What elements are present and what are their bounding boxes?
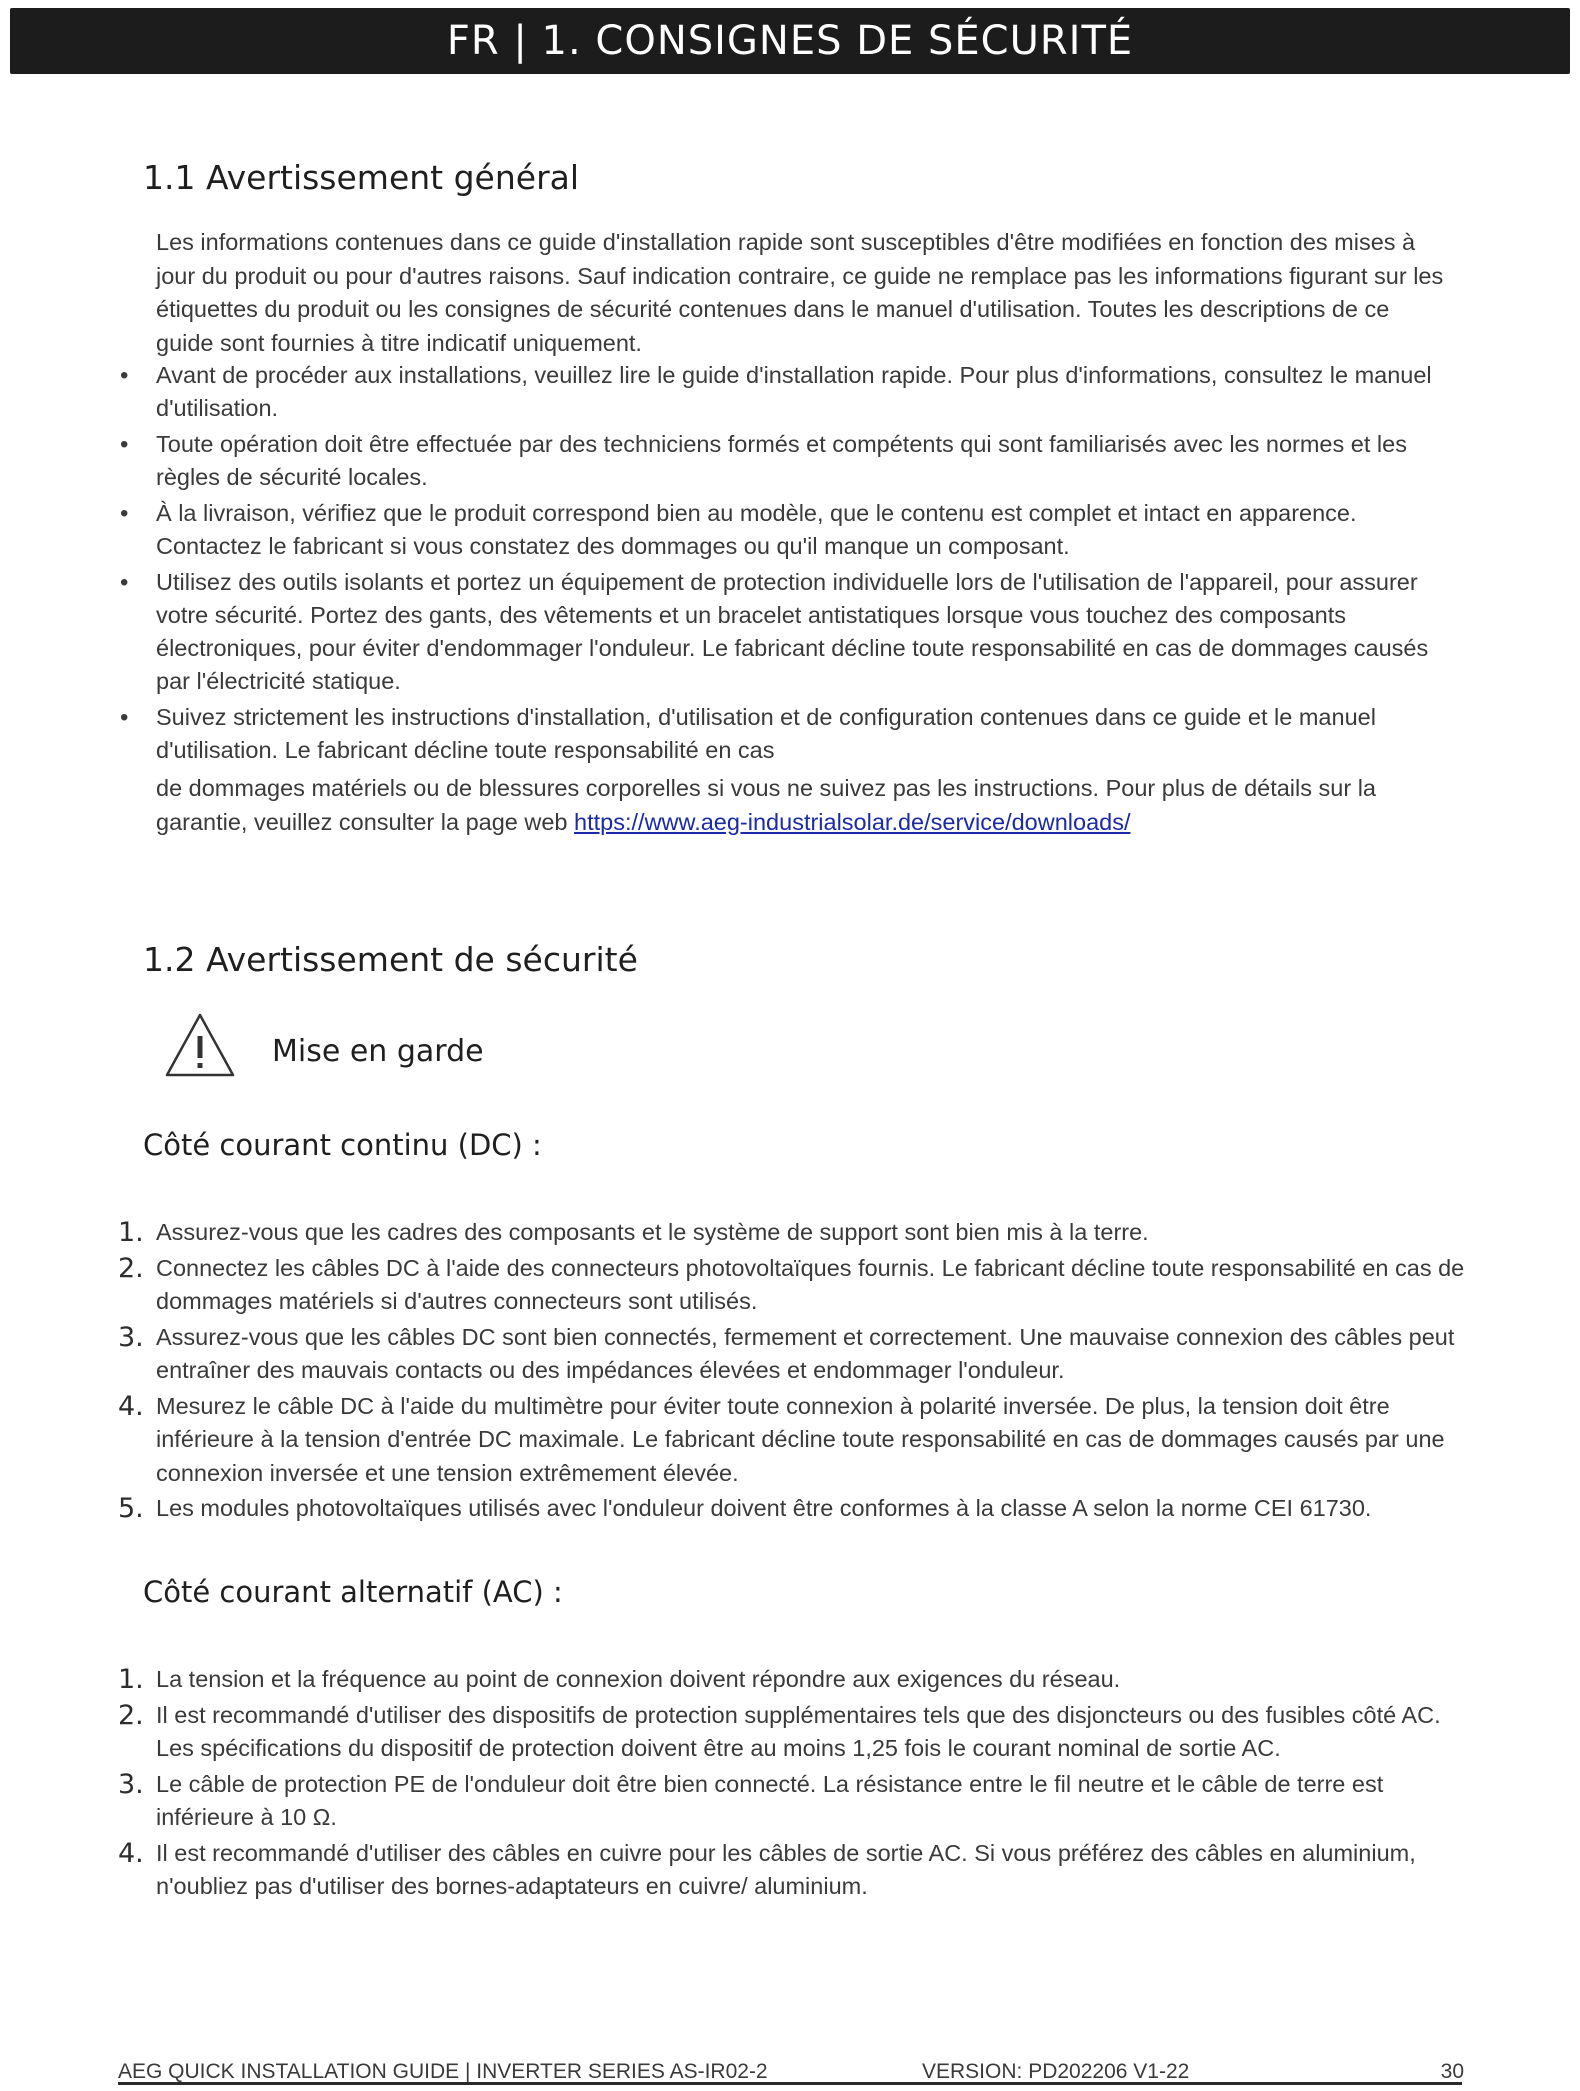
list-item: • Suivez strictement les instructions d'installation, d'utilisation et de configuration contenues dans ce guide et le manuel d'utilisation. Le fabricant décline toute responsabilité en cas	[118, 701, 1458, 767]
ac-instructions-list	[118, 1663, 1478, 1906]
bullet-icon: •	[120, 431, 129, 458]
list-item: 2. Connectez les câbles DC à l'aide des connecteurs photovoltaïques fournis. Le fabricant décline toute responsabilité en cas de dommages matériels si d'autres connecteurs sont utilisés.	[118, 1252, 1465, 1314]
list-item: 3. Le câble de protection PE de l'onduleur doit être bien connecté. La résistance entre le fil neutre et le câble de terre est inférieure à 10 Ω.	[118, 1768, 1384, 1830]
downloads-link[interactable]: https://www.aeg-industrialsolar.de/service/downloads/	[574, 808, 1131, 835]
list-item: • Utilisez des outils isolants et portez un équipement de protection individuelle lors de l'utilisation de l'appareil, pour assurer votre sécurité. Portez des gants, des vêtements et un bracelet antistatiques lorsque vous touchez des composants électroniques, pour éviter d'endommager l'onduleur. Le fabricant décline toute responsabilité en cas de dommages causés par l'électricité statique.	[118, 566, 1458, 698]
warranty-paragraph: de dommages matériels ou de blessures corporelles si vous ne suivez pas les instructions. Pour plus de détails sur la garantie, veuillez consulter la page web https://www.aeg-industrialsolar.de/service/downloads/	[156, 775, 1376, 835]
bullet-icon: •	[120, 362, 129, 389]
dc-instructions-list	[118, 1216, 1478, 1528]
list-item: 2. Il est recommandé d'utiliser des dispositifs de protection supplémentaires tels que des disjoncteurs ou des fusibles côté AC. Les spécifications du dispositif de protection doivent être au moins 1,25 fois le courant nominal de sortie AC.	[118, 1699, 1441, 1761]
list-item: • Toute opération doit être effectuée par des techniciens formés et compétents qui sont familiarisés avec les normes et les règles de sécurité locales.	[118, 428, 1458, 494]
list-item: 4. Mesurez le câble DC à l'aide du multimètre pour éviter toute connexion à polarité inversée. De plus, la tension doit être inférieure à la tension d'entrée DC maximale. Le fabricant décline toute responsabilité en cas de dommages causés par une connexion inversée et une tension extrêmement élevée.	[118, 1390, 1445, 1486]
warning-triangle-icon	[164, 1012, 236, 1078]
page-title: FR | 1. CONSIGNES DE SÉCURITÉ	[446, 18, 1134, 64]
page-number: 30	[1440, 2060, 1464, 2083]
bullet-icon: •	[120, 569, 129, 596]
list-item: 1. Assurez-vous que les cadres des composants et le système de support sont bien mis à la terre.	[118, 1217, 1149, 1248]
caution-label: Mise en garde	[272, 1034, 484, 1069]
header-bar	[10, 8, 1570, 74]
intro-paragraph: Les informations contenues dans ce guide d'installation rapide sont susceptibles d'être modifiées en fonction des mises à jour du produit ou pour d'autres raisons. Sauf indication contraire, ce guide ne remplace pas les informations figurant sur les étiquettes du produit ou les consignes de sécurité contenues dans le manuel d'utilisation. Toutes les descriptions de ce guide sont fournies à titre indicatif uniquement.	[156, 229, 1444, 356]
list-item: 5. Les modules photovoltaïques utilisés avec l'onduleur doivent être conformes à la classe A selon la norme CEI 61730.	[118, 1493, 1372, 1524]
list-item: 3. Assurez-vous que les câbles DC sont bien connectés, fermement et correctement. Une mauvaise connexion des câbles peut entraîner des mauvais contacts ou des impédances élevées et endommager l'onduleur.	[118, 1321, 1455, 1383]
general-warning-list	[118, 359, 1458, 770]
list-item: 1. La tension et la fréquence au point de connexion doivent répondre aux exigences du réseau.	[118, 1664, 1121, 1695]
bullet-icon: •	[120, 704, 129, 731]
section-heading-general-warning: 1.1 Avertissement général	[143, 158, 580, 197]
bullet-icon: •	[120, 500, 129, 527]
list-item: 4. Il est recommandé d'utiliser des câbles en cuivre pour les câbles de sortie AC. Si vous préférez des câbles en aluminium, n'oubliez pas d'utiliser des bornes-adaptateurs en cuivre/ aluminium.	[118, 1837, 1416, 1899]
footer-version: VERSION: PD202206 V1-22	[922, 2060, 1190, 2083]
list-item: • Avant de procéder aux installations, veuillez lire le guide d'installation rapide. Pour plus d'informations, consultez le manuel d'utilisation.	[118, 359, 1458, 425]
ac-side-heading: Côté courant alternatif (AC) :	[143, 1575, 563, 1609]
footer-guide-title: AEG QUICK INSTALLATION GUIDE | INVERTER SERIES AS-IR02-2	[118, 2060, 768, 2083]
list-item: • À la livraison, vérifiez que le produit correspond bien au modèle, que le contenu est complet et intact en apparence. Contactez le fabricant si vous constatez des dommages ou qu'il manque un composant.	[118, 497, 1458, 563]
dc-side-heading: Côté courant continu (DC) :	[143, 1128, 542, 1162]
section-heading-safety-warning: 1.2 Avertissement de sécurité	[143, 940, 638, 979]
